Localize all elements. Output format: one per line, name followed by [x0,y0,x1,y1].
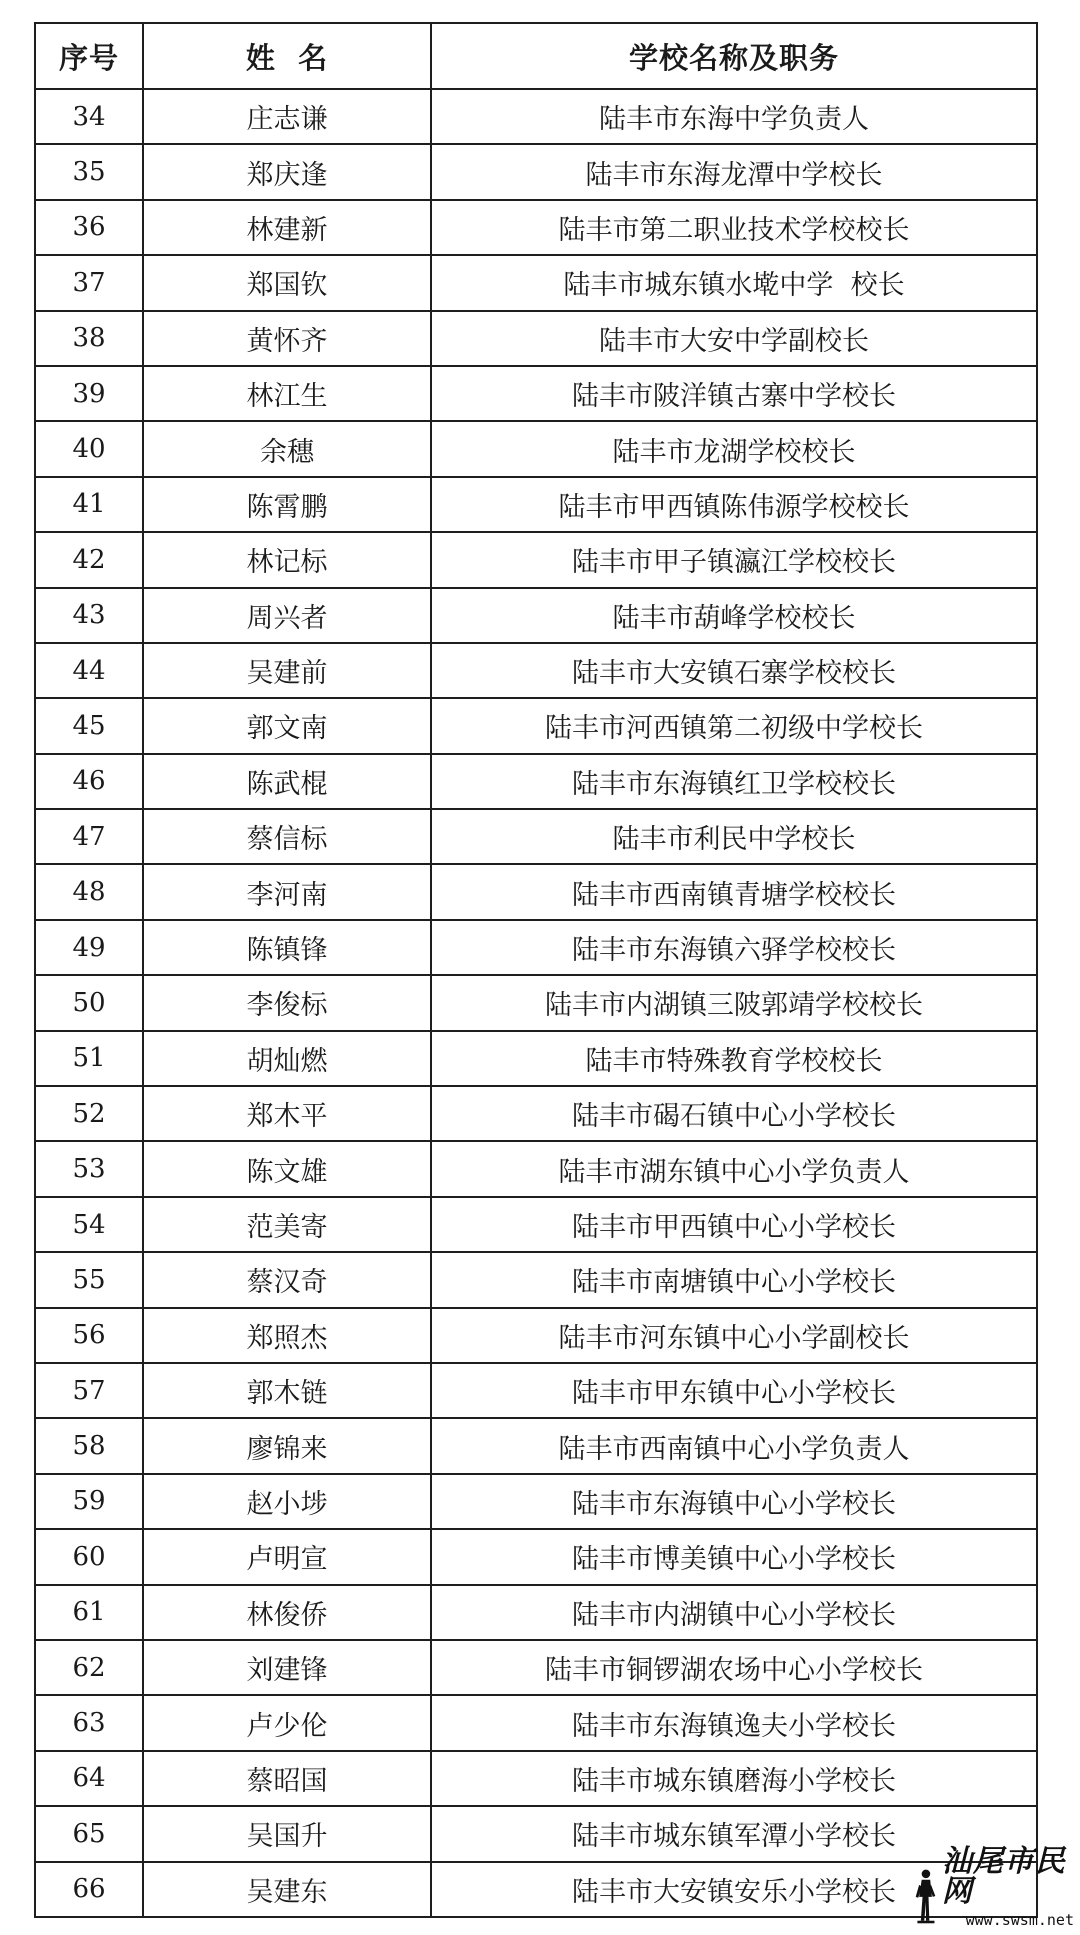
row-number: 46 [35,754,143,809]
row-number: 49 [35,920,143,975]
table-row [35,1806,1037,1861]
row-number: 37 [35,255,143,310]
school-position: 陆丰市西南镇中心小学负责人 [431,1418,1037,1473]
row-number: 60 [35,1529,143,1584]
table-row [35,1031,1037,1086]
row-number: 55 [35,1252,143,1307]
school-position: 陆丰市东海镇红卫学校校长 [431,754,1037,809]
school-position: 陆丰市内湖镇中心小学校长 [431,1585,1037,1640]
table-row [35,1363,1037,1418]
table-row [35,1862,1037,1917]
person-name: 李俊标 [143,975,431,1030]
row-number: 51 [35,1031,143,1086]
table-row [35,975,1037,1030]
row-number: 48 [35,864,143,919]
row-number: 61 [35,1585,143,1640]
school-position: 陆丰市城东镇磨海小学校长 [431,1751,1037,1806]
table-row [35,1751,1037,1806]
school-position: 陆丰市河东镇中心小学副校长 [431,1308,1037,1363]
school-position: 陆丰市甲子镇瀛江学校校长 [431,532,1037,587]
person-name: 陈镇锋 [143,920,431,975]
person-name: 郑木平 [143,1086,431,1141]
person-name: 廖锦来 [143,1418,431,1473]
table-row [35,89,1037,144]
table-row [35,477,1037,532]
table-row [35,754,1037,809]
row-number: 47 [35,809,143,864]
person-name: 黄怀齐 [143,311,431,366]
school-position: 陆丰市城东镇水墘中学 校长 [431,255,1037,310]
row-number: 52 [35,1086,143,1141]
table-row [35,421,1037,476]
table-row [35,1695,1037,1750]
table-row [35,643,1037,698]
person-name: 赵小埗 [143,1474,431,1529]
table-row [35,1640,1037,1695]
person-name: 林建新 [143,200,431,255]
school-position: 陆丰市城东镇军潭小学校长 [431,1806,1037,1861]
school-position: 陆丰市甲东镇中心小学校长 [431,1363,1037,1418]
row-number: 43 [35,588,143,643]
person-name: 余穗 [143,421,431,476]
row-number: 56 [35,1308,143,1363]
person-name: 陈霄鹏 [143,477,431,532]
site-watermark [914,1844,1074,1929]
person-name: 林江生 [143,366,431,421]
school-position: 陆丰市东海龙潭中学校长 [431,144,1037,199]
school-position: 陆丰市铜锣湖农场中心小学校长 [431,1640,1037,1695]
table-row [35,1141,1037,1196]
school-position: 陆丰市南塘镇中心小学校长 [431,1252,1037,1307]
person-name: 胡灿燃 [143,1031,431,1086]
school-position: 陆丰市东海镇六驿学校校长 [431,920,1037,975]
row-number: 58 [35,1418,143,1473]
row-number: 53 [35,1141,143,1196]
person-name: 庄志谦 [143,89,431,144]
table-row [35,144,1037,199]
table-row [35,1086,1037,1141]
school-position: 陆丰市葫峰学校校长 [431,588,1037,643]
person-name: 范美寄 [143,1197,431,1252]
name-list-table [34,22,1038,1918]
row-number: 39 [35,366,143,421]
row-number: 42 [35,532,143,587]
table-row [35,1585,1037,1640]
person-name: 吴建东 [143,1862,431,1917]
row-number: 35 [35,144,143,199]
school-position: 陆丰市西南镇青塘学校校长 [431,864,1037,919]
row-number: 57 [35,1363,143,1418]
person-name: 蔡汉奇 [143,1252,431,1307]
person-name: 陈文雄 [143,1141,431,1196]
walking-figure-icon [914,1863,938,1929]
row-number: 66 [35,1862,143,1917]
school-position: 陆丰市利民中学校长 [431,809,1037,864]
row-number: 54 [35,1197,143,1252]
header-number: 序号 [35,23,143,89]
school-position: 陆丰市东海镇逸夫小学校长 [431,1695,1037,1750]
school-position: 陆丰市东海镇中心小学校长 [431,1474,1037,1529]
table-row [35,588,1037,643]
header-school-position: 学校名称及职务 [431,23,1037,89]
table-row [35,1308,1037,1363]
table-row [35,366,1037,421]
person-name: 刘建锋 [143,1640,431,1695]
table-row [35,200,1037,255]
person-name: 李河南 [143,864,431,919]
table-row [35,1418,1037,1473]
row-number: 50 [35,975,143,1030]
school-position: 陆丰市碣石镇中心小学校长 [431,1086,1037,1141]
school-position: 陆丰市第二职业技术学校校长 [431,200,1037,255]
row-number: 38 [35,311,143,366]
row-number: 62 [35,1640,143,1695]
table-row [35,311,1037,366]
person-name: 吴建前 [143,643,431,698]
table-row [35,864,1037,919]
watermark-brand: 汕尾市民网 [941,1844,1066,1909]
person-name: 林记标 [143,532,431,587]
header-row [35,23,1037,89]
row-number: 40 [35,421,143,476]
row-number: 59 [35,1474,143,1529]
person-name: 周兴者 [143,588,431,643]
person-name: 卢少伦 [143,1695,431,1750]
header-name: 姓 名 [143,23,431,89]
person-name: 林俊侨 [143,1585,431,1640]
school-position: 陆丰市陂洋镇古寨中学校长 [431,366,1037,421]
table-row [35,1474,1037,1529]
school-position: 陆丰市湖东镇中心小学负责人 [431,1141,1037,1196]
person-name: 郑照杰 [143,1308,431,1363]
row-number: 44 [35,643,143,698]
row-number: 65 [35,1806,143,1861]
person-name: 郭文南 [143,698,431,753]
school-position: 陆丰市大安镇安乐小学校长 [431,1862,1037,1917]
school-position: 陆丰市河西镇第二初级中学校长 [431,698,1037,753]
school-position: 陆丰市博美镇中心小学校长 [431,1529,1037,1584]
school-position: 陆丰市大安中学副校长 [431,311,1037,366]
row-number: 34 [35,89,143,144]
school-position: 陆丰市甲西镇中心小学校长 [431,1197,1037,1252]
person-name: 郑国钦 [143,255,431,310]
table-row [35,698,1037,753]
person-name: 郭木链 [143,1363,431,1418]
school-position: 陆丰市内湖镇三陂郭靖学校校长 [431,975,1037,1030]
table-row [35,255,1037,310]
row-number: 41 [35,477,143,532]
person-name: 吴国升 [143,1806,431,1861]
school-position: 陆丰市龙湖学校校长 [431,421,1037,476]
row-number: 36 [35,200,143,255]
person-name: 陈武棍 [143,754,431,809]
school-position: 陆丰市甲西镇陈伟源学校校长 [431,477,1037,532]
school-position: 陆丰市特殊教育学校校长 [431,1031,1037,1086]
table-row [35,920,1037,975]
row-number: 45 [35,698,143,753]
row-number: 63 [35,1695,143,1750]
table-row [35,809,1037,864]
table-row [35,1529,1037,1584]
person-name: 郑庆逢 [143,144,431,199]
table-row [35,532,1037,587]
table-row [35,1197,1037,1252]
person-name: 蔡昭国 [143,1751,431,1806]
row-number: 64 [35,1751,143,1806]
person-name: 蔡信标 [143,809,431,864]
person-name: 卢明宣 [143,1529,431,1584]
school-position: 陆丰市大安镇石寨学校校长 [431,643,1037,698]
table-row [35,1252,1037,1307]
watermark-url: www.swsm.net [965,1911,1074,1929]
school-position: 陆丰市东海中学负责人 [431,89,1037,144]
